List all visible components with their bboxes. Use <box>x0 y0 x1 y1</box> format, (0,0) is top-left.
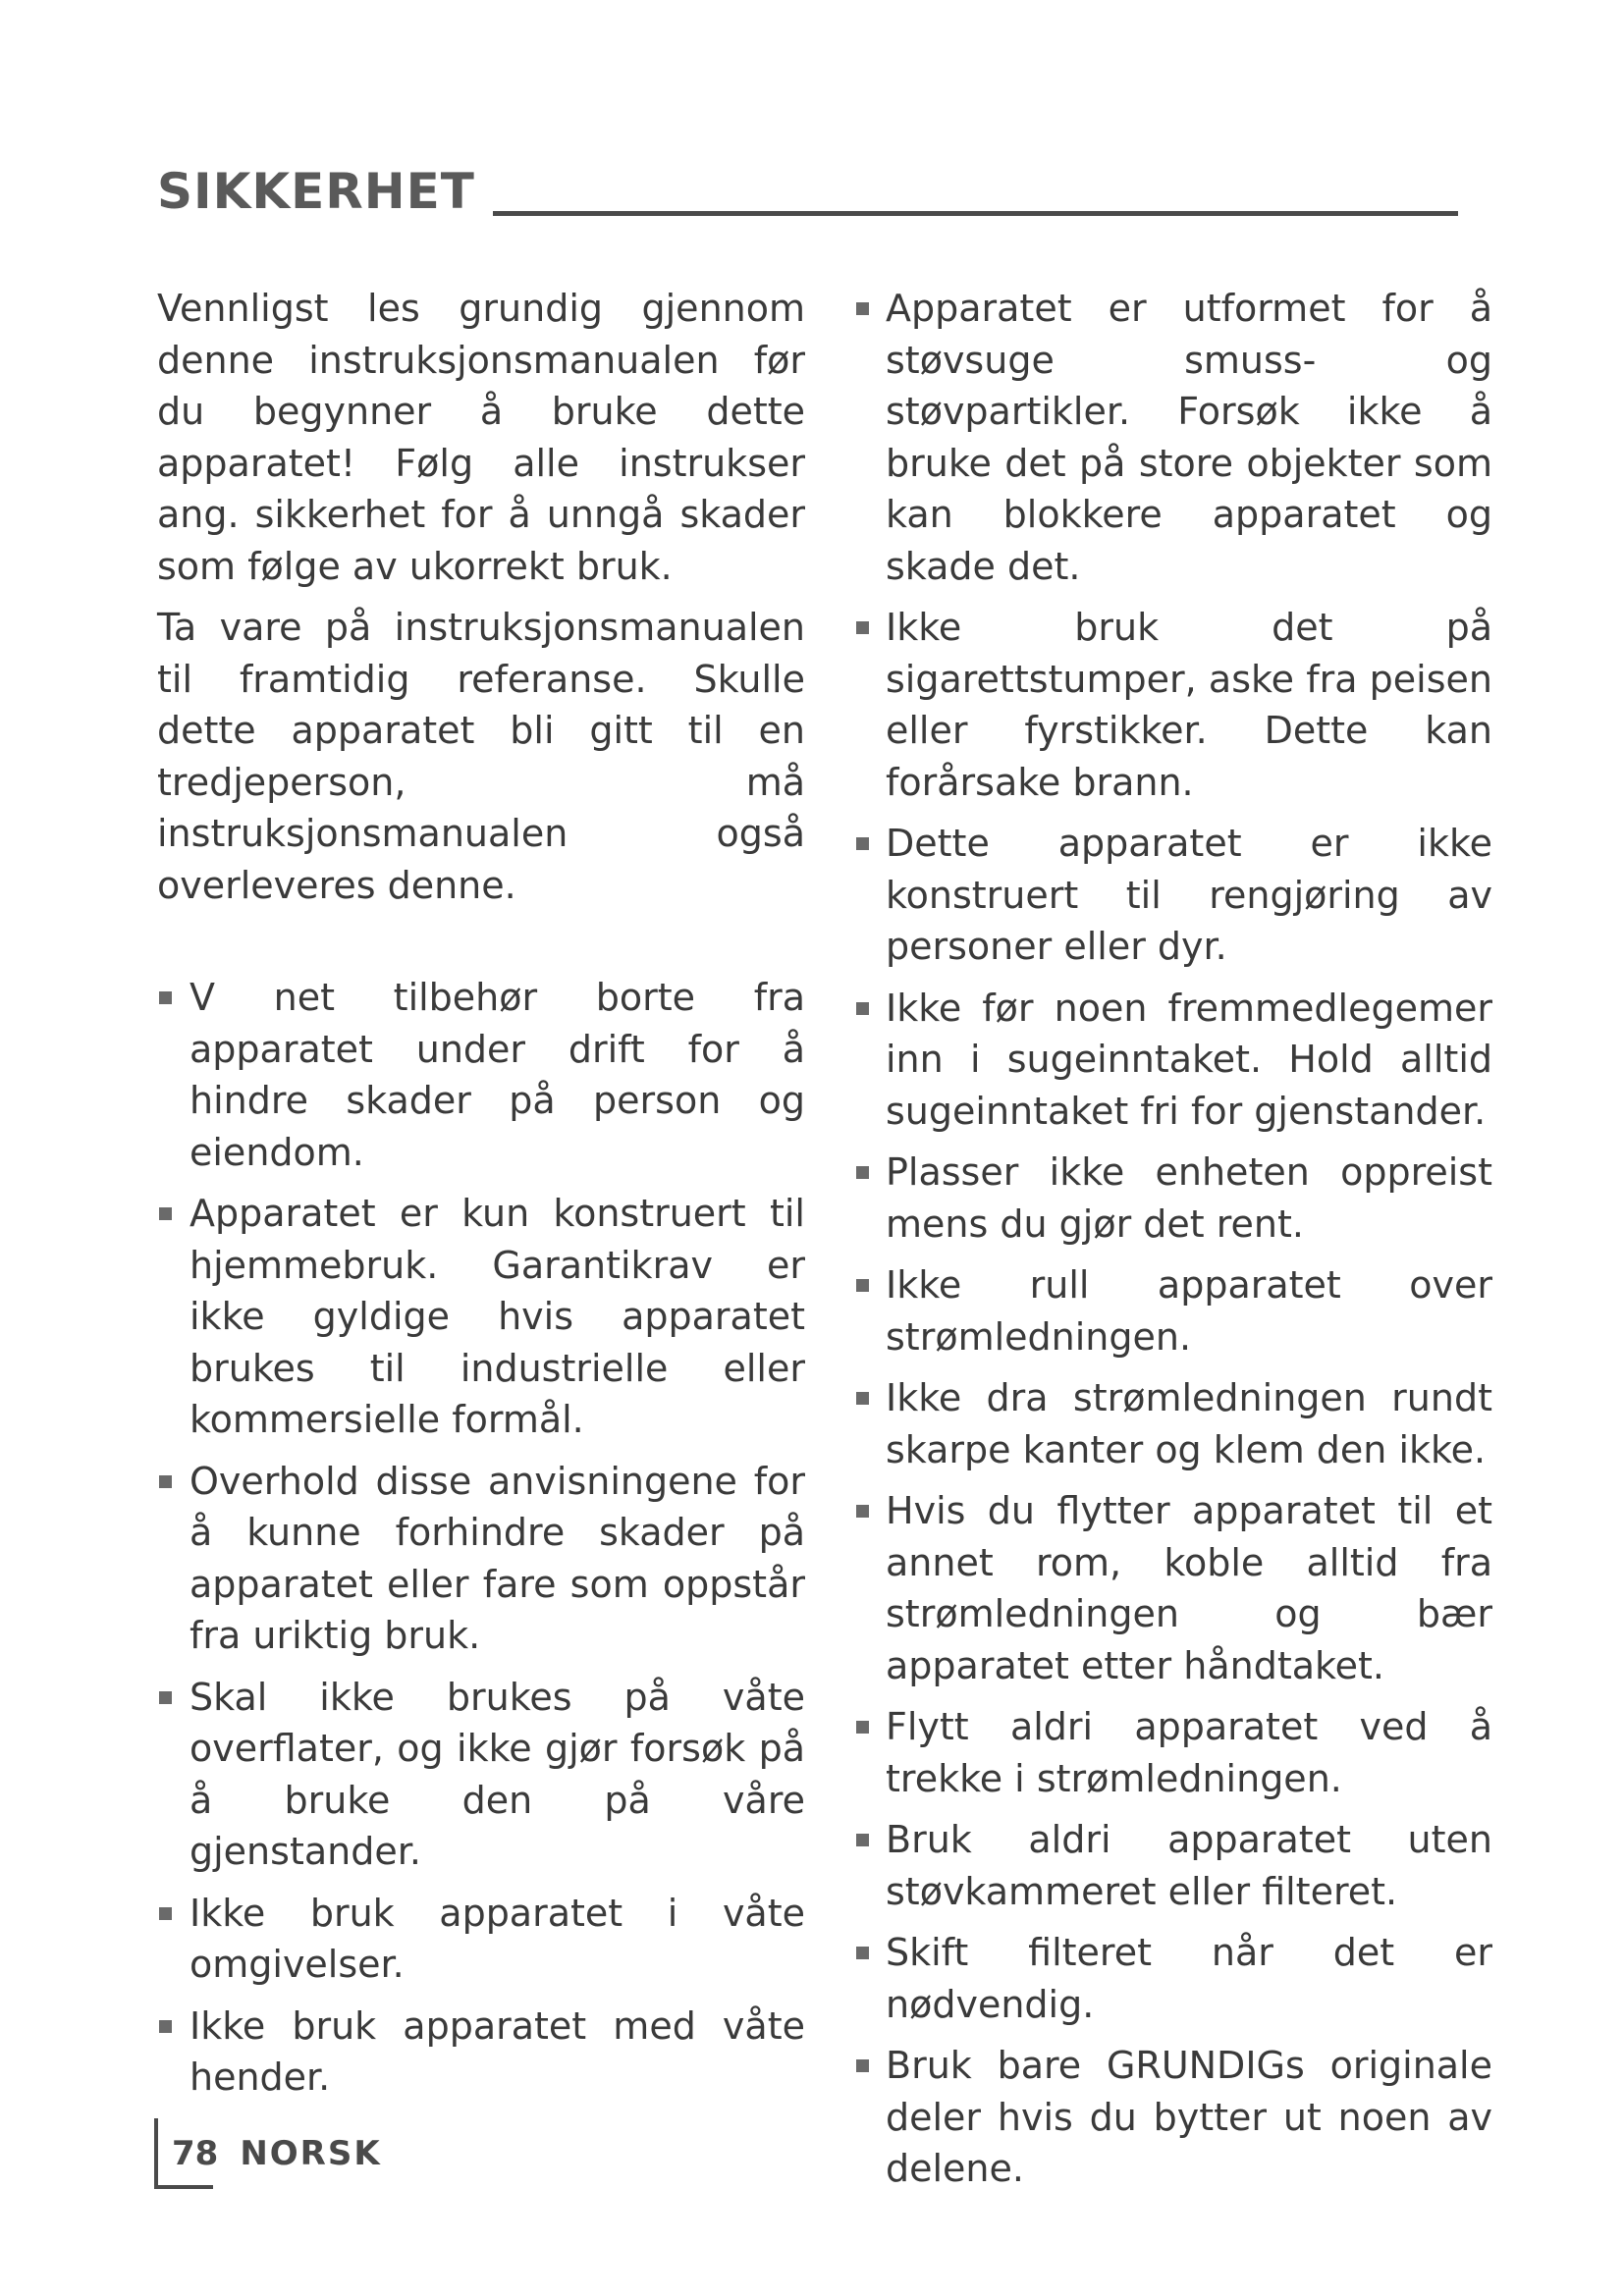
safety-list-left <box>157 972 805 2104</box>
safety-item-text: Plasser ikke enheten oppreist mens du gjør det rent. <box>886 1150 1492 1246</box>
square-bullet-icon <box>159 1475 172 1488</box>
safety-item <box>854 1485 1492 1691</box>
safety-item-text: Ikke før noen fremmedlegemer inn i sugeinntaket. Hold alltid sugeinntaket fri for gjenstander. <box>886 986 1492 1133</box>
square-bullet-icon <box>856 1002 869 1015</box>
square-bullet-icon <box>856 1834 869 1846</box>
language-label: NORSK <box>240 2134 382 2173</box>
safety-item <box>854 1701 1492 1804</box>
safety-list-right <box>854 283 1492 2195</box>
safety-item-text: Dette apparatet er ikke konstruert til rengjøring av personer eller dyr. <box>886 822 1492 968</box>
square-bullet-icon <box>856 2059 869 2072</box>
page-footer <box>154 2118 382 2189</box>
safety-item <box>157 1188 805 1446</box>
safety-item <box>854 1372 1492 1475</box>
title-underline <box>493 211 1458 216</box>
square-bullet-icon <box>856 1392 869 1405</box>
intro-paragraph: Vennligst les grundig gjennom denne instruksjonsmanualen før du begynner å bruke dette apparatet! Følg alle instrukser ang. sikkerhet for å unngå skader som følge av ukorrekt bruk. <box>157 287 805 588</box>
safety-item-text: Apparatet er kun konstruert til hjemmebruk. Garantikrav er ikke gyldige hvis apparatet brukes til industrielle eller kommersielle formål. <box>189 1192 805 1441</box>
safety-item-text: Apparatet er utformet for å støvsuge smuss- og støvpartikler. Forsøk ikke å bruke det på store objekter som kan blokkere apparatet og skade det. <box>886 287 1492 588</box>
safety-item <box>854 2040 1492 2195</box>
footer-corner-base <box>154 2185 213 2189</box>
safety-item-text: Ikke rull apparatet over strømledningen. <box>886 1263 1492 1359</box>
safety-item-text: Overhold disse anvisningene for å kunne forhindre skader på apparatet eller fare som oppstår fra uriktig bruk. <box>189 1459 805 1657</box>
right-column <box>854 283 1492 2205</box>
safety-item-text: V net tilbehør borte fra apparatet under drift for å hindre skader på person og eiendom. <box>189 976 805 1174</box>
square-bullet-icon <box>856 1279 869 1292</box>
safety-item <box>157 2001 805 2104</box>
safety-item-text: Ikke bruk apparatet med våte hender. <box>189 2003 805 2099</box>
safety-item <box>854 1927 1492 2030</box>
footer-corner-bracket <box>154 2118 158 2189</box>
page-title: SIKKERHET <box>157 163 475 220</box>
square-bullet-icon <box>856 621 869 634</box>
safety-item <box>157 972 805 1178</box>
square-bullet-icon <box>159 991 172 1004</box>
square-bullet-icon <box>159 1691 172 1704</box>
safety-item-text: Bruk aldri apparatet uten støvkammeret eller filteret. <box>886 1818 1492 1913</box>
safety-item <box>157 1456 805 1662</box>
square-bullet-icon <box>159 2020 172 2033</box>
page-number: 78 <box>172 2134 219 2173</box>
intro-paragraph: Ta vare på instruksjonsmanualen til framtidig referanse. Skulle dette apparatet bli gitt til en tredjeperson, må instruksjonsmanualen også overleveres denne. <box>157 606 805 907</box>
safety-item <box>854 602 1492 808</box>
safety-item-text: Ikke bruk det på sigarettstumper, aske fra peisen eller fyrstikker. Dette kan forårsake brann. <box>886 606 1492 804</box>
safety-item <box>854 1814 1492 1917</box>
safety-item <box>854 1259 1492 1362</box>
safety-item-text: Hvis du flytter apparatet til et annet rom, koble alltid fra strømledningen og bær apparatet etter håndtaket. <box>886 1489 1492 1687</box>
safety-item-text: Skal ikke brukes på våte overflater, og ikke gjør forsøk på å bruke den på våre gjenstander. <box>189 1675 805 1873</box>
left-column <box>157 283 805 2113</box>
section-header <box>157 147 1458 220</box>
square-bullet-icon <box>856 1947 869 1959</box>
square-bullet-icon <box>856 1166 869 1179</box>
square-bullet-icon <box>159 1907 172 1920</box>
square-bullet-icon <box>159 1207 172 1220</box>
safety-item-text: Ikke bruk apparatet i våte omgivelser. <box>189 1891 805 1986</box>
square-bullet-icon <box>856 1721 869 1734</box>
safety-item <box>854 818 1492 973</box>
square-bullet-icon <box>856 837 869 850</box>
safety-item-text: Bruk bare GRUNDIGs originale deler hvis du bytter ut noen av delene. <box>886 2044 1492 2190</box>
safety-item <box>157 1672 805 1878</box>
safety-item <box>854 1147 1492 1250</box>
safety-item-text: Ikke dra strømledningen rundt skarpe kanter og klem den ikke. <box>886 1376 1492 1471</box>
safety-item-text: Skift filteret når det er nødvendig. <box>886 1931 1492 2026</box>
square-bullet-icon <box>856 1505 869 1518</box>
safety-item <box>157 1888 805 1991</box>
square-bullet-icon <box>856 302 869 315</box>
safety-item <box>854 983 1492 1138</box>
safety-item <box>854 283 1492 592</box>
safety-item-text: Flytt aldri apparatet ved å trekke i strømledningen. <box>886 1705 1492 1800</box>
